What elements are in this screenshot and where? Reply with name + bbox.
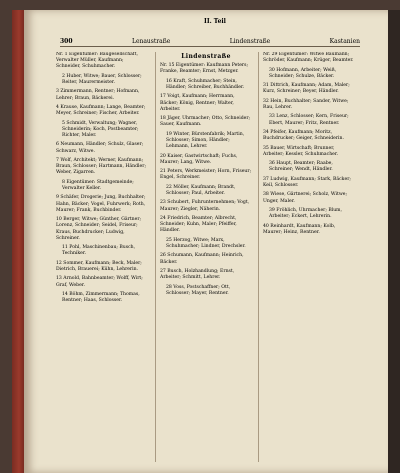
page-number: 300 bbox=[60, 38, 73, 45]
directory-entry: 8 Eigentümer: Stadtgemeinde; Verwalter Keller. bbox=[62, 179, 134, 191]
directory-entry: 5 Schmidt, Verwaltung; Wagner, Schneiderin; Koch, Postbeamter; Richter, Maler. bbox=[62, 120, 139, 138]
section-heading: Lindenstraße bbox=[181, 53, 231, 60]
directory-entry: Nr. 1 Eigentümer: Baugesellschaft, Verwalter Müller, Kaufmann; Schneider, Schuhmacher. bbox=[56, 52, 138, 70]
directory-entry: Nr. 15 Eigentümer: Kaufmann Peters; Franke, Beamter; Ernst, Metzger. bbox=[160, 63, 249, 75]
directory-entry: 30 Hofmann, Arbeiter; Weiß, Schneider; Schulze, Bäcker. bbox=[269, 67, 337, 79]
column-middle bbox=[160, 52, 252, 462]
directory-entry: Nr. 29 Eigentümer: Witwe Baumann; Schröder, Kaufmann; Krüger, Beamter. bbox=[263, 52, 354, 64]
header-rule bbox=[60, 46, 360, 47]
page-stack-edge bbox=[388, 10, 400, 473]
directory-entry: 24 Friedrich, Beamter; Albrecht, Schneider; Kuhn, Maler; Pfeiffer, Händler. bbox=[160, 215, 237, 234]
directory-entry: 4 Krause, Kaufmann; Lange, Beamter; Meyer, Schreiner; Fischer, Arbeiter. bbox=[56, 104, 146, 117]
directory-entry: 38 Wiese, Gärtnerei; Scholz, Witwe; Unger, Maler. bbox=[263, 192, 348, 204]
directory-entry: 2 Huber, Witwe; Bauer, Schlosser; Reiter, Maurermeister. bbox=[62, 73, 142, 85]
column-divider bbox=[155, 52, 156, 462]
directory-entry: 11 Pohl, Maschinenbau; Busch, Techniker. bbox=[62, 245, 136, 257]
part-mark: II. Teil bbox=[204, 18, 226, 25]
directory-entry: 23 Schubert, Fuhrunternehmen; Vogt, Maurer; Ziegler, Näherin. bbox=[160, 200, 250, 212]
directory-entry: 31 Dittrich, Kaufmann; Adam, Maler; Kurz, Schreiner; Beyer, Händler. bbox=[263, 83, 350, 95]
directory-entry: 9 Schäfer, Drogerie; Jung, Buchhalter; Hahn, Bäcker; Vogel, Fuhrwerk; Roth, Maurer; Frank, Buchbinder. bbox=[56, 195, 146, 213]
directory-entry: 34 Pfeifer, Kaufmann; Moritz, Buchdrucker; Geiger, Schneiderin. bbox=[263, 129, 344, 142]
directory-entry: 16 Kraft, Schuhmacher; Stein, Händler; Schreiber, Buchhändler. bbox=[166, 78, 245, 90]
directory-entry: 40 Reinhardt, Kaufmann; Kolb, Maurer; Heinz, Rentner. bbox=[263, 223, 336, 235]
directory-entry: 33 Lenz, Schlosser; Kern, Friseur; Ebert, Maurer; Fritz, Rentner. bbox=[269, 114, 349, 126]
directory-entry: 17 Voigt, Kaufmann; Herrmann, Bäcker; König, Rentner; Walter, Arbeiter. bbox=[160, 94, 235, 112]
column-left bbox=[56, 52, 148, 462]
directory-entry: 6 Neumann, Händler; Schulz, Glaser; Schwarz, Witwe. bbox=[56, 142, 144, 154]
left-running-title: Lenaustraße bbox=[131, 38, 171, 45]
column-right bbox=[263, 52, 355, 462]
running-header bbox=[60, 33, 360, 45]
directory-entry: 13 Arnold, Bahnbeamter; Wolff, Wirt; Graf, Weber. bbox=[56, 276, 143, 288]
directory-entry: 25 Herzog, Witwe; Marx, Schuhmacher; Lindner, Drechsler. bbox=[166, 237, 246, 249]
directory-entry: 20 Kaiser, Gastwirtschaft; Fuchs, Maurer; Lang, Witwe. bbox=[160, 153, 238, 165]
column-divider bbox=[258, 52, 259, 462]
directory-entry: 7 Wolf, Architekt; Werner, Kaufmann; Braun, Schlosser; Hartmann, Händler; Weber, Zigarren. bbox=[56, 157, 146, 176]
directory-entry: 14 Böhm, Zimmermann; Thomas, Rentner; Haas, Schlosser. bbox=[62, 291, 140, 304]
right-running-title: Kastanien bbox=[329, 38, 360, 45]
directory-entry: 12 Sommer, Kaufmann; Beck, Maler; Dietrich, Brauerei; Kühn, Lehrerin. bbox=[56, 260, 142, 272]
directory-entry: 3 Zimmermann, Rentner; Hofmann, Lehrer; Braun, Bäckerei. bbox=[56, 89, 140, 101]
directory-entry: 39 Fröhlich, Uhrmacher; Blum, Arbeiter; Eckert, Lehrerin. bbox=[269, 207, 342, 220]
directory-entry: 37 Ludwig, Kaufmann; Stark, Bäcker; Keil, Schlosser. bbox=[263, 176, 351, 188]
directory-entry: 27 Busch, Holzhandlung; Ernst, Arbeiter; Schmitt, Lehrer. bbox=[160, 268, 235, 281]
directory-entry: 10 Berger, Witwe; Günther, Gärtner; Lorenz, Schneider; Seidel, Friseur; Kraus, Buchdrucker; Ludwig, Schreiner. bbox=[56, 217, 142, 241]
directory-entry: 18 Jäger, Uhrmacher; Otto, Schneider; Sauer, Kaufmann. bbox=[160, 116, 251, 128]
directory-entry: 36 Haupt, Beamter; Raabe, Schreiner; Wendt, Händler. bbox=[269, 161, 333, 173]
directory-entry: 35 Bauer, Wirtschaft; Brunner, Arbeiter; Kessler, Schuhmacher. bbox=[263, 145, 339, 157]
directory-entry: 22 Möller, Kaufmann; Brandt, Schlosser; Paul, Arbeiter. bbox=[166, 184, 236, 196]
directory-entry: 19 Winter, Bürstenfabrik; Martin, Schlosser; Simon, Händler; Lehmann, Lehrer. bbox=[166, 131, 245, 150]
directory-entry: 32 Hein, Buchhalter; Sander, Witwe; Rau, Lehrer. bbox=[263, 98, 349, 110]
center-running-title: Lindenstraße bbox=[229, 38, 271, 45]
directory-entry: 28 Voss, Postschaffner; Ott, Schlosser; Mayer, Rentner. bbox=[166, 284, 231, 296]
directory-entry: 21 Peters, Werkmeister; Horn, Friseur; Engel, Schreiner. bbox=[160, 169, 252, 181]
directory-entry: 26 Schumann, Kaufmann; Heinrich, Bäcker. bbox=[160, 253, 244, 265]
